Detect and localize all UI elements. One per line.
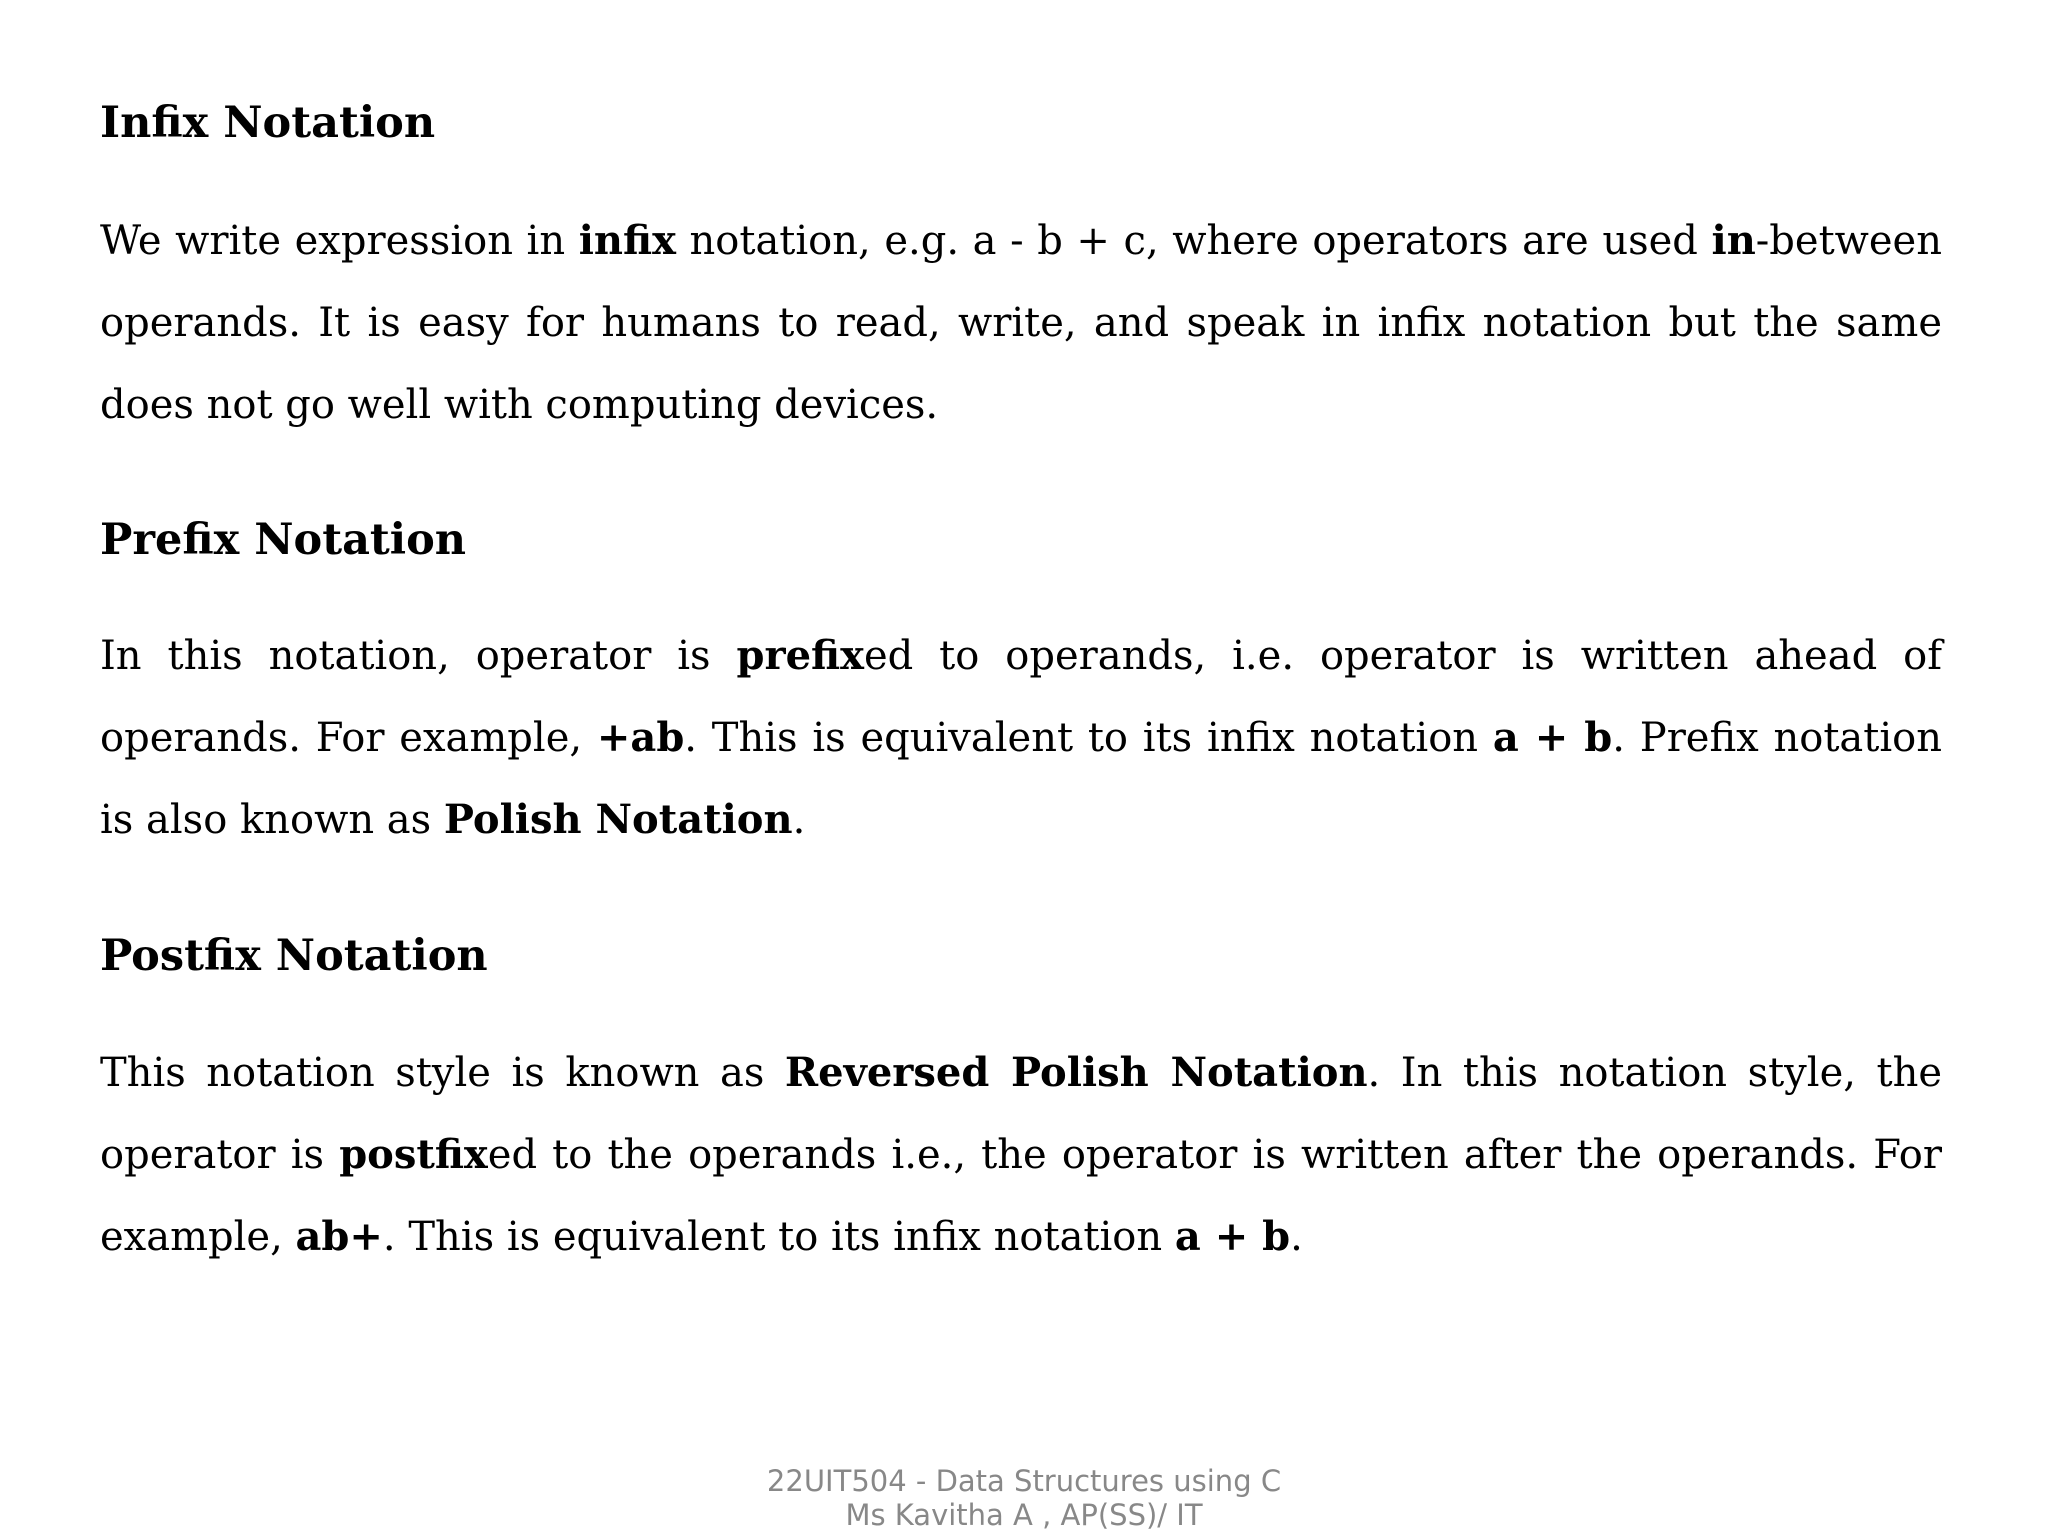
prefix-notation-paragraph [100,615,1942,861]
bold-term-polish-notation: Polish Notation [443,796,793,843]
footer-author-line: Ms Kavitha A , AP(SS)/ IT [845,1498,1203,1532]
text-run: . This is equivalent to its infix notation [382,1214,1175,1260]
text-run: . [792,797,806,843]
text-run: . This is equivalent to its infix notation [684,715,1493,761]
bold-term-reversed-polish-notation: Reversed Polish Notation [784,1049,1368,1096]
prefix-notation-heading: Prefix Notation [100,515,467,565]
text-run: -between operands. It is easy for humans to read, write, and speak in infix notation but the same does not go well with computing devices. [100,218,1942,428]
text-run: notation, e.g. a - b + c, where operators are used [675,218,1712,264]
text-run: ed to the operands i.e., the operator is written after the operands. For example, [100,1132,1942,1260]
bold-term-postfix: postfix [339,1131,488,1178]
text-run: This notation style is known as [100,1050,785,1096]
text-run: . Prefix notation is also known as [100,715,1942,843]
postfix-notation-paragraph [100,1032,1942,1278]
bold-example-prefix: +ab [596,714,685,761]
bold-example-infix: a + b [1492,714,1613,761]
text-run: In this notation, operator is [100,633,737,679]
text-run: . In this notation style, the operator is [100,1050,1943,1178]
slide-footer [0,1464,2048,1532]
bold-term-prefix: prefix [736,632,864,679]
bold-example-infix: a + b [1174,1213,1291,1260]
footer-course-line: 22UIT504 - Data Structures using C [766,1464,1282,1498]
bold-term-infix: infix [578,217,676,264]
text-run: . [1290,1214,1303,1260]
infix-notation-heading: Infix Notation [100,98,436,148]
bold-example-postfix: ab+ [295,1213,383,1260]
slide-content [100,0,1942,1536]
postfix-notation-heading: Postfix Notation [100,931,488,981]
bold-term-in: in [1711,217,1756,264]
infix-notation-paragraph [100,200,1942,446]
text-run: ed to operands, i.e. operator is written ahead of operands. For example, [100,633,1942,761]
text-run: We write expression in [100,218,579,264]
